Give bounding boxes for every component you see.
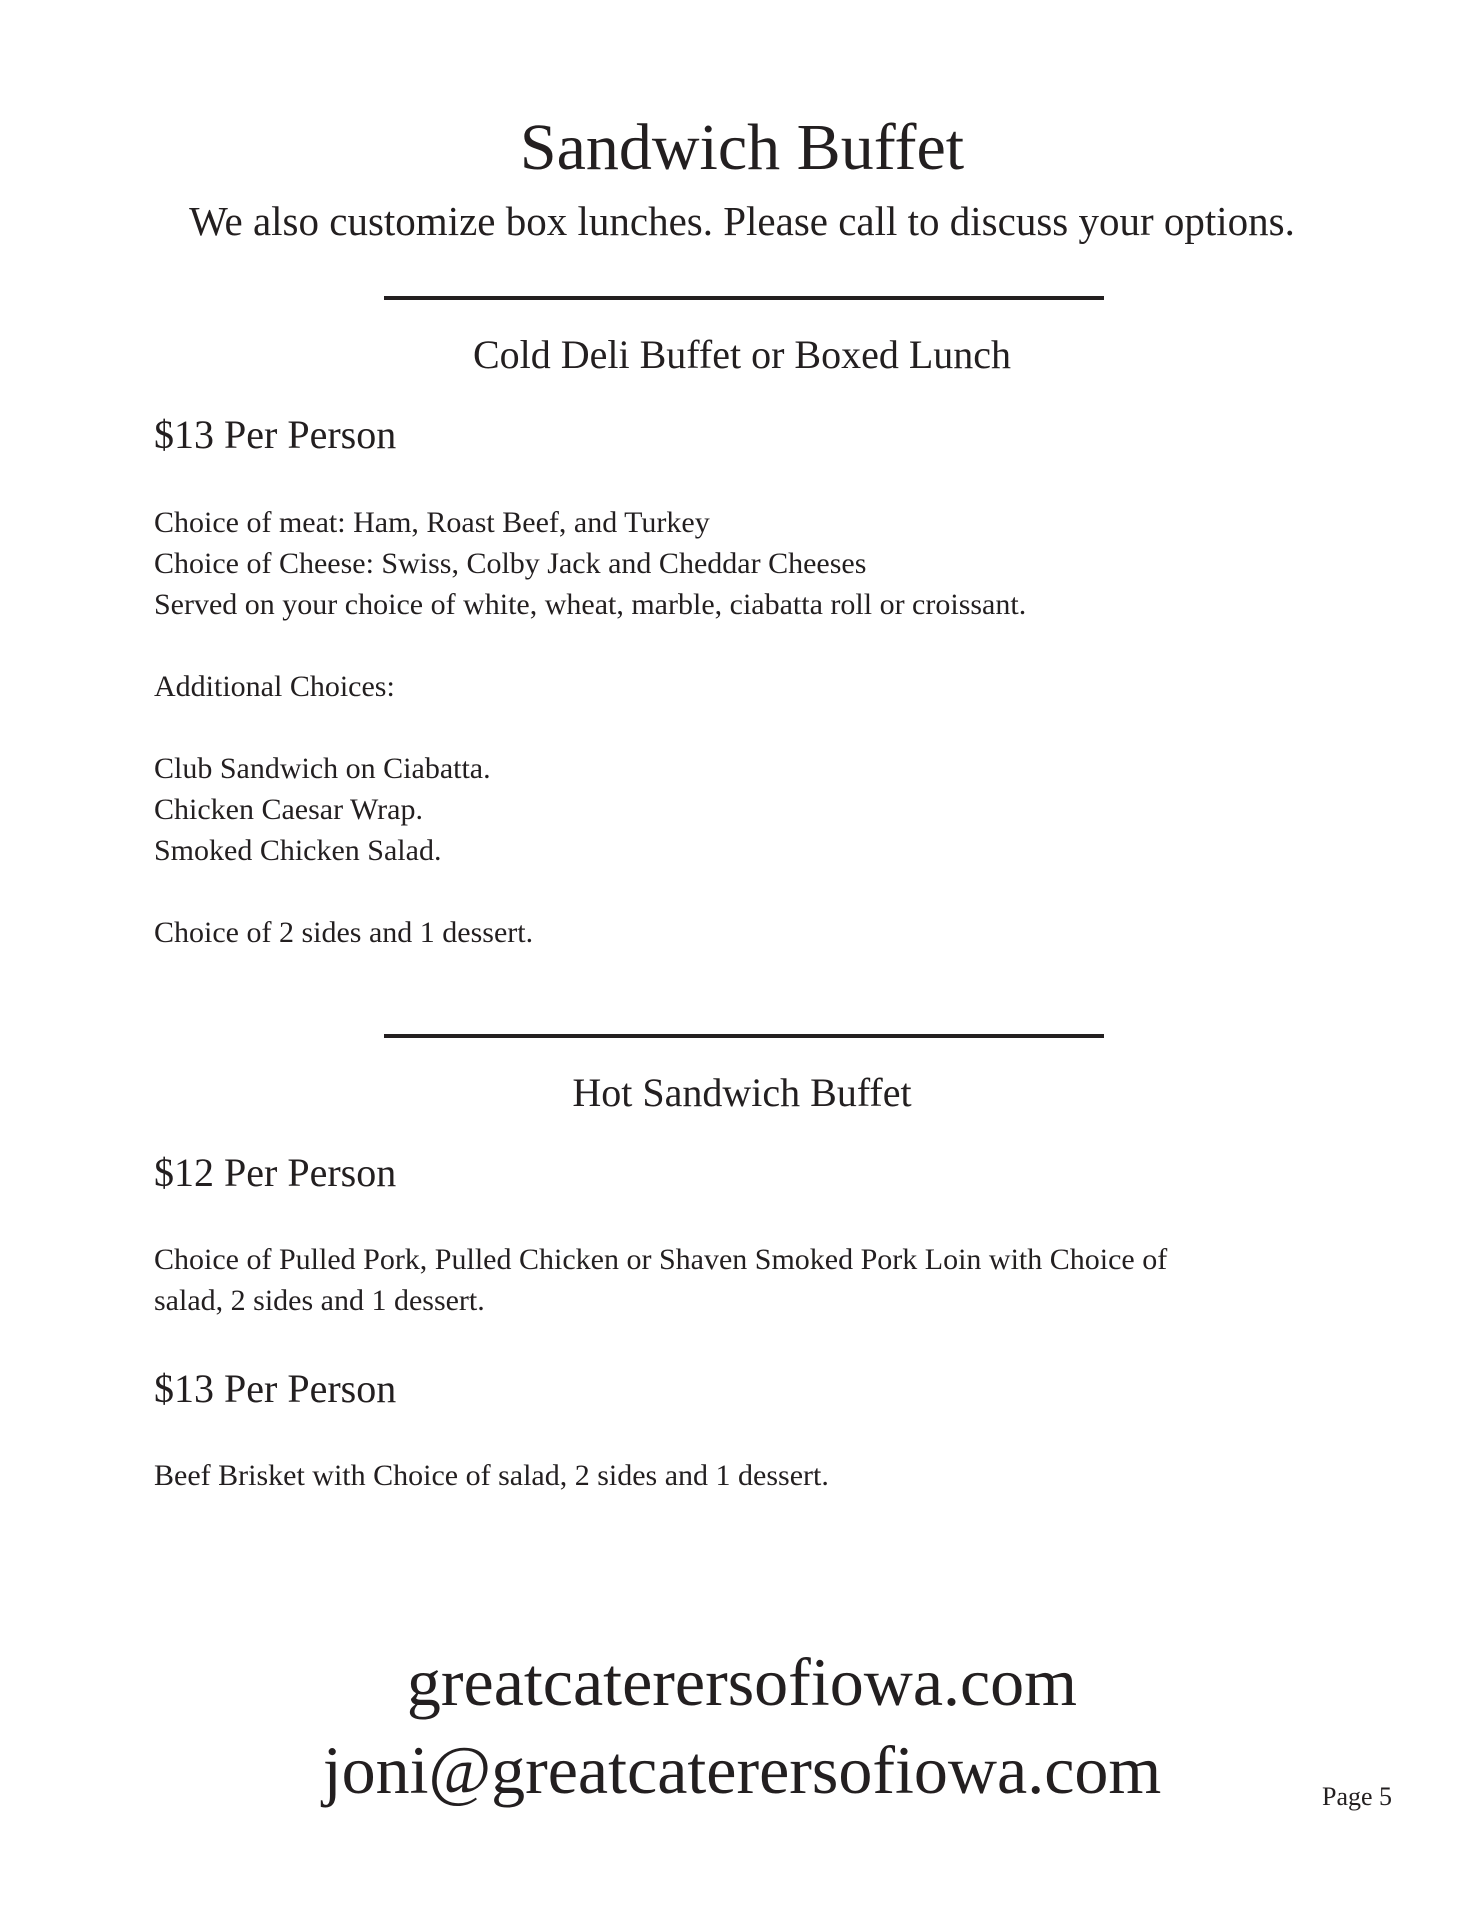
- additional-item-wrap: Chicken Caesar Wrap.: [154, 793, 423, 826]
- page-subtitle: We also customize box lunches. Please call to discuss your options.: [189, 198, 1295, 244]
- website-link[interactable]: greatcaterersofiowa.com: [406, 1644, 1078, 1720]
- page-title: Sandwich Buffet: [519, 111, 965, 184]
- hot-offer1-line: Choice of Pulled Pork, Pulled Chicken or Shaven Smoked Pork Loin with Choice of: [154, 1243, 1168, 1276]
- cold-section-note: Choice of 2 sides and 1 dessert.: [154, 916, 534, 949]
- additional-choices-label: Additional Choices:: [154, 670, 395, 703]
- cold-line-cheese: Choice of Cheese: Swiss, Colby Jack and Cheddar Cheeses: [154, 547, 867, 580]
- additional-item-salad: Smoked Chicken Salad.: [154, 834, 442, 867]
- hot-section-title: Hot Sandwich Buffet: [572, 1070, 912, 1115]
- hot-offer1-line: salad, 2 sides and 1 dessert.: [154, 1284, 485, 1317]
- hot-offer2-line: Beef Brisket with Choice of salad, 2 sides and 1 dessert.: [154, 1459, 829, 1492]
- hot-offer2-price: $13 Per Person: [154, 1366, 397, 1411]
- hot-offer1-price: $12 Per Person: [154, 1150, 397, 1195]
- page-number: Page 5: [1322, 1782, 1393, 1811]
- cold-line-bread: Served on your choice of white, wheat, marble, ciabatta roll or croissant.: [154, 588, 1027, 621]
- email-link[interactable]: joni@greatcaterersofiowa.com: [322, 1732, 1162, 1808]
- additional-item-club: Club Sandwich on Ciabatta.: [154, 752, 491, 785]
- cold-line-meat: Choice of meat: Ham, Roast Beef, and Turkey: [154, 506, 710, 539]
- section-divider: [384, 296, 1104, 300]
- section-divider: [384, 1034, 1104, 1038]
- cold-section-price: $13 Per Person: [154, 412, 397, 457]
- cold-section-title: Cold Deli Buffet or Boxed Lunch: [472, 332, 1012, 377]
